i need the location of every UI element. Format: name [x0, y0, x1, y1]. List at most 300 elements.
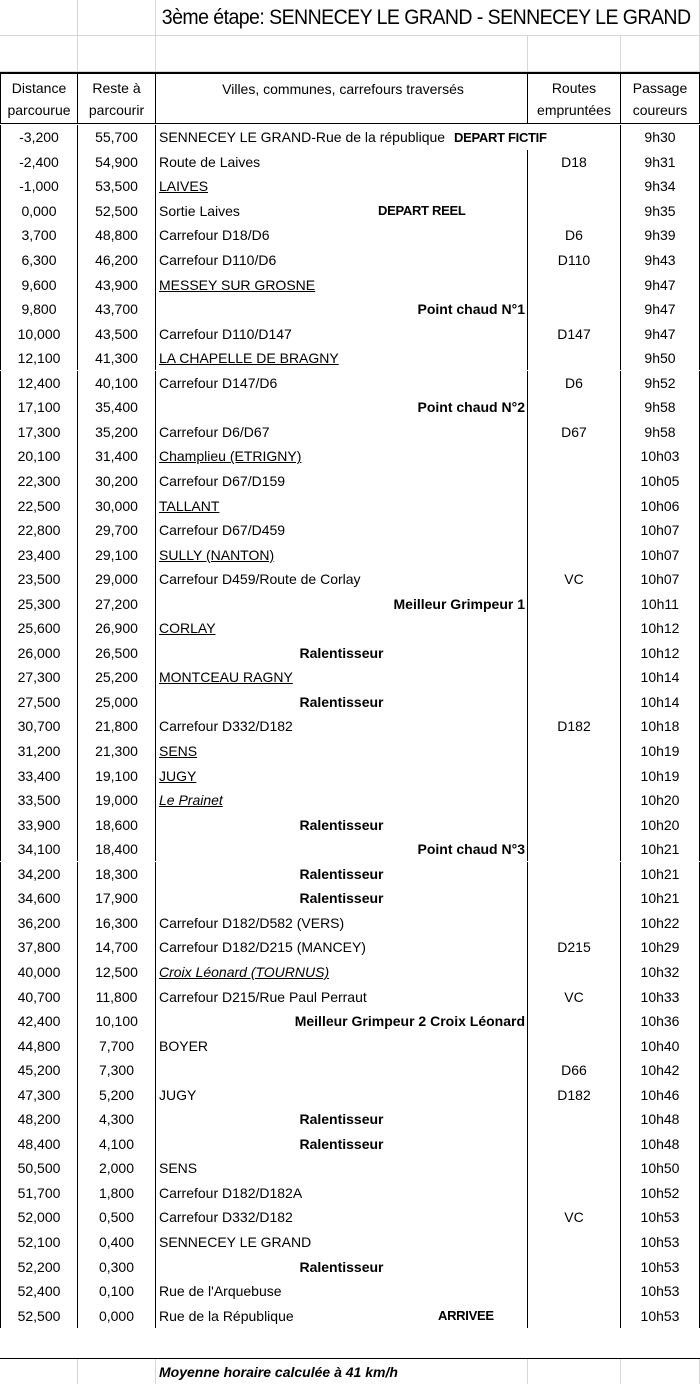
place-cell[interactable]	[156, 1107, 528, 1132]
time-cell[interactable]	[621, 125, 700, 150]
distance-cell[interactable]	[0, 641, 78, 666]
reste-cell[interactable]	[78, 150, 156, 175]
distance-cell[interactable]	[0, 1009, 78, 1034]
distance-cell[interactable]	[0, 812, 78, 837]
reste-cell[interactable]	[78, 125, 156, 150]
place-cell[interactable]	[156, 567, 528, 592]
time-cell[interactable]	[621, 935, 700, 960]
reste-cell[interactable]	[78, 248, 156, 273]
distance-cell[interactable]	[0, 1058, 78, 1083]
distance-cell[interactable]	[0, 248, 78, 273]
time-cell-value: 10h48	[640, 1135, 680, 1152]
reste-cell[interactable]	[78, 321, 156, 346]
time-cell[interactable]	[621, 248, 700, 273]
reste-cell[interactable]	[78, 886, 156, 911]
reste-cell[interactable]	[78, 911, 156, 936]
route-cell[interactable]	[528, 690, 621, 715]
time-cell[interactable]	[621, 518, 700, 543]
route-cell-value: D6	[565, 227, 583, 244]
place-cell[interactable]	[156, 1303, 528, 1328]
footer-cell[interactable]	[156, 1359, 528, 1384]
place-cell[interactable]	[156, 444, 528, 469]
reste-cell[interactable]	[78, 444, 156, 469]
reste-cell[interactable]	[78, 1107, 156, 1132]
place-cell[interactable]	[156, 984, 528, 1009]
route-cell[interactable]	[528, 199, 621, 224]
cell[interactable]	[0, 36, 78, 72]
table-row	[0, 469, 700, 494]
place-cell[interactable]	[156, 886, 528, 911]
distance-cell[interactable]	[0, 1279, 78, 1304]
time-cell[interactable]	[621, 420, 700, 445]
route-cell[interactable]	[528, 665, 621, 690]
place-name: Carrefour D215/Rue Paul Perraut	[159, 988, 367, 1005]
reste-cell[interactable]	[78, 272, 156, 297]
route-cell[interactable]	[528, 272, 621, 297]
time-cell[interactable]	[621, 567, 700, 592]
time-cell[interactable]	[621, 690, 700, 715]
table-row	[0, 444, 700, 469]
route-cell[interactable]	[528, 371, 621, 396]
reste-cell[interactable]	[78, 1009, 156, 1034]
place-cell[interactable]	[156, 223, 528, 248]
route-cell-value: D67	[561, 423, 587, 440]
reste-cell[interactable]	[78, 1181, 156, 1206]
title-cell[interactable]	[156, 0, 700, 36]
header-distance[interactable]	[0, 74, 78, 123]
time-cell[interactable]	[621, 542, 700, 567]
reste-cell[interactable]	[78, 567, 156, 592]
cell[interactable]	[156, 36, 528, 72]
time-cell[interactable]	[621, 321, 700, 346]
time-cell[interactable]	[621, 1132, 700, 1157]
route-cell[interactable]	[528, 591, 621, 616]
place-name: Carrefour D147/D6	[159, 374, 278, 391]
route-cell[interactable]	[528, 542, 621, 567]
time-cell[interactable]	[621, 960, 700, 985]
place-name: Carrefour D110/D147	[159, 325, 292, 342]
reste-cell[interactable]	[78, 1254, 156, 1279]
time-cell[interactable]	[621, 174, 700, 199]
place-cell[interactable]	[156, 395, 528, 420]
distance-cell[interactable]	[0, 788, 78, 813]
cell[interactable]	[78, 0, 156, 36]
place-cell[interactable]	[156, 1205, 528, 1230]
place-cell[interactable]	[156, 1279, 528, 1304]
place-name: Meilleur Grimpeur 1	[393, 595, 525, 612]
reste-cell[interactable]	[78, 763, 156, 788]
distance-cell[interactable]	[0, 1181, 78, 1206]
place-cell[interactable]	[156, 690, 528, 715]
time-cell[interactable]	[621, 1107, 700, 1132]
place-cell[interactable]	[156, 641, 528, 666]
place-cell[interactable]	[156, 812, 528, 837]
distance-cell[interactable]	[0, 886, 78, 911]
route-cell[interactable]	[528, 763, 621, 788]
place-cell[interactable]	[156, 150, 528, 175]
distance-cell[interactable]	[0, 272, 78, 297]
reste-cell[interactable]	[78, 1230, 156, 1255]
time-cell[interactable]	[621, 911, 700, 936]
route-cell[interactable]	[528, 174, 621, 199]
place-name: SENS	[159, 1160, 198, 1177]
route-cell[interactable]	[528, 469, 621, 494]
place-cell[interactable]	[156, 174, 528, 199]
reste-cell[interactable]	[78, 960, 156, 985]
route-cell[interactable]	[528, 1254, 621, 1279]
distance-cell[interactable]	[0, 321, 78, 346]
time-cell[interactable]	[621, 837, 700, 862]
time-cell[interactable]	[621, 1181, 700, 1206]
distance-cell[interactable]	[0, 935, 78, 960]
reste-cell[interactable]	[78, 665, 156, 690]
reste-cell[interactable]	[78, 739, 156, 764]
place-cell[interactable]	[156, 763, 528, 788]
reste-cell[interactable]	[78, 174, 156, 199]
table-row	[0, 690, 700, 715]
reste-cell[interactable]	[78, 199, 156, 224]
distance-cell-value: 50,500	[17, 1160, 61, 1177]
place-cell[interactable]	[156, 591, 528, 616]
place-cell[interactable]	[156, 714, 528, 739]
reste-cell[interactable]	[78, 591, 156, 616]
distance-cell[interactable]	[0, 125, 78, 150]
route-cell[interactable]	[528, 493, 621, 518]
place-cell[interactable]	[156, 1156, 528, 1181]
table-row	[0, 1132, 700, 1157]
reste-cell[interactable]	[78, 984, 156, 1009]
distance-cell[interactable]	[0, 739, 78, 764]
header-reste[interactable]	[78, 74, 156, 123]
time-cell[interactable]	[621, 1156, 700, 1181]
time-cell[interactable]	[621, 1009, 700, 1034]
reste-cell[interactable]	[78, 1033, 156, 1058]
place-cell[interactable]	[156, 1181, 528, 1206]
route-cell[interactable]	[528, 1156, 621, 1181]
route-cell[interactable]	[528, 1009, 621, 1034]
distance-cell[interactable]	[0, 542, 78, 567]
place-cell[interactable]	[156, 788, 528, 813]
route-cell[interactable]	[528, 223, 621, 248]
distance-cell[interactable]	[0, 1132, 78, 1157]
distance-cell-value: 10,000	[17, 325, 61, 342]
route-cell[interactable]	[528, 812, 621, 837]
place-cell[interactable]	[156, 739, 528, 764]
cell[interactable]	[528, 1359, 621, 1384]
place-name: Carrefour D182/D215 (MANCEY)	[159, 939, 366, 956]
reste-cell[interactable]	[78, 812, 156, 837]
place-cell[interactable]	[156, 321, 528, 346]
distance-cell-value: 9,800	[21, 301, 57, 318]
reste-cell[interactable]	[78, 420, 156, 445]
reste-cell[interactable]	[78, 1132, 156, 1157]
distance-cell[interactable]	[0, 1303, 78, 1328]
place-cell[interactable]	[156, 1082, 528, 1107]
reste-cell[interactable]	[78, 616, 156, 641]
header-routes-line1: Routes	[551, 79, 597, 96]
place-cell[interactable]	[156, 371, 528, 396]
time-cell[interactable]	[621, 1033, 700, 1058]
reste-cell[interactable]	[78, 469, 156, 494]
distance-cell[interactable]	[0, 346, 78, 371]
reste-cell[interactable]	[78, 837, 156, 862]
distance-cell-value: 42,400	[17, 1013, 61, 1030]
reste-cell[interactable]	[78, 690, 156, 715]
reste-cell[interactable]	[78, 641, 156, 666]
reste-cell[interactable]	[78, 714, 156, 739]
place-cell[interactable]	[156, 1132, 528, 1157]
route-cell[interactable]	[528, 1058, 621, 1083]
place-name: Ralentisseur	[299, 1135, 384, 1152]
place-cell[interactable]	[156, 1033, 528, 1058]
distance-cell[interactable]	[0, 837, 78, 862]
reste-cell[interactable]	[78, 788, 156, 813]
distance-cell[interactable]	[0, 444, 78, 469]
header-villes[interactable]	[156, 74, 528, 123]
place-cell[interactable]	[156, 837, 528, 862]
table-row	[0, 1230, 700, 1255]
cell[interactable]	[78, 36, 156, 72]
time-cell[interactable]	[621, 641, 700, 666]
route-cell[interactable]	[528, 935, 621, 960]
distance-cell[interactable]	[0, 665, 78, 690]
place-cell[interactable]	[156, 518, 528, 543]
distance-cell[interactable]	[0, 150, 78, 175]
time-cell[interactable]	[621, 199, 700, 224]
distance-cell[interactable]	[0, 591, 78, 616]
distance-cell[interactable]	[0, 199, 78, 224]
route-cell[interactable]	[528, 837, 621, 862]
time-cell[interactable]	[621, 984, 700, 1009]
distance-cell[interactable]	[0, 616, 78, 641]
time-cell[interactable]	[621, 714, 700, 739]
place-cell[interactable]	[156, 1058, 528, 1083]
reste-cell[interactable]	[78, 1205, 156, 1230]
distance-cell[interactable]	[0, 862, 78, 887]
time-cell[interactable]	[621, 223, 700, 248]
place-cell[interactable]	[156, 199, 528, 224]
time-cell[interactable]	[621, 616, 700, 641]
distance-cell-value: 34,200	[17, 865, 61, 882]
place-cell[interactable]	[156, 125, 547, 150]
place-cell[interactable]	[156, 493, 528, 518]
distance-cell[interactable]	[0, 763, 78, 788]
reste-cell-value: 1,800	[98, 1184, 135, 1201]
reste-cell[interactable]	[78, 1156, 156, 1181]
time-cell[interactable]	[621, 665, 700, 690]
time-cell[interactable]	[621, 1254, 700, 1279]
header-passage[interactable]	[621, 74, 700, 123]
time-cell[interactable]	[621, 591, 700, 616]
route-cell[interactable]	[528, 886, 621, 911]
distance-cell[interactable]	[0, 420, 78, 445]
route-cell[interactable]	[528, 788, 621, 813]
place-cell[interactable]	[156, 248, 528, 273]
reste-cell[interactable]	[78, 346, 156, 371]
distance-cell-value: 52,500	[17, 1307, 61, 1324]
time-cell[interactable]	[621, 1303, 700, 1328]
route-cell[interactable]	[528, 321, 621, 346]
reste-cell-value: 55,700	[95, 129, 138, 146]
place-cell[interactable]	[156, 665, 528, 690]
distance-cell[interactable]	[0, 518, 78, 543]
time-cell[interactable]	[621, 371, 700, 396]
reste-cell-value: 43,700	[95, 301, 138, 318]
distance-cell[interactable]	[0, 1082, 78, 1107]
time-cell[interactable]	[621, 1205, 700, 1230]
route-cell[interactable]	[528, 1082, 621, 1107]
cell[interactable]	[528, 36, 621, 72]
reste-cell[interactable]	[78, 1058, 156, 1083]
reste-cell[interactable]	[78, 395, 156, 420]
route-cell[interactable]	[528, 714, 621, 739]
route-cell[interactable]	[528, 862, 621, 887]
time-cell[interactable]	[621, 469, 700, 494]
reste-cell[interactable]	[78, 297, 156, 322]
place-cell[interactable]	[156, 616, 528, 641]
route-cell[interactable]	[528, 1205, 621, 1230]
route-cell[interactable]	[528, 960, 621, 985]
place-cell[interactable]	[156, 272, 528, 297]
distance-cell[interactable]	[0, 395, 78, 420]
reste-cell-value: 0,100	[98, 1283, 135, 1300]
route-cell[interactable]	[528, 641, 621, 666]
place-cell[interactable]	[156, 1254, 528, 1279]
reste-cell-value: 54,900	[95, 153, 138, 170]
route-cell[interactable]	[528, 248, 621, 273]
distance-cell[interactable]	[0, 984, 78, 1009]
distance-cell[interactable]	[0, 1230, 78, 1255]
distance-cell[interactable]	[0, 960, 78, 985]
time-cell[interactable]	[621, 150, 700, 175]
reste-cell[interactable]	[78, 1303, 156, 1328]
place-cell[interactable]	[156, 297, 528, 322]
route-cell[interactable]	[528, 1230, 621, 1255]
distance-cell[interactable]	[0, 1156, 78, 1181]
route-cell[interactable]	[528, 518, 621, 543]
distance-cell-value: 27,500	[17, 693, 61, 710]
cell[interactable]	[621, 36, 700, 72]
route-cell[interactable]	[528, 739, 621, 764]
reste-cell[interactable]	[78, 518, 156, 543]
distance-cell[interactable]	[0, 1205, 78, 1230]
time-cell[interactable]	[621, 272, 700, 297]
reste-cell[interactable]	[78, 493, 156, 518]
cell[interactable]	[621, 1359, 700, 1384]
route-cell[interactable]	[528, 1181, 621, 1206]
reste-cell[interactable]	[78, 371, 156, 396]
time-cell-value: 10h53	[640, 1258, 680, 1275]
route-cell[interactable]	[528, 395, 621, 420]
table-row	[0, 493, 700, 518]
route-cell[interactable]	[528, 346, 621, 371]
route-cell[interactable]	[528, 567, 621, 592]
route-cell[interactable]	[528, 984, 621, 1009]
reste-cell[interactable]	[78, 862, 156, 887]
distance-cell[interactable]	[0, 371, 78, 396]
time-cell[interactable]	[621, 1082, 700, 1107]
cell[interactable]	[0, 0, 78, 36]
time-cell[interactable]	[621, 1230, 700, 1255]
route-cell[interactable]	[528, 1132, 621, 1157]
place-cell[interactable]	[156, 911, 528, 936]
distance-cell[interactable]	[0, 911, 78, 936]
time-cell[interactable]	[621, 763, 700, 788]
reste-cell[interactable]	[78, 542, 156, 567]
route-cell[interactable]	[528, 1107, 621, 1132]
reste-cell[interactable]	[78, 935, 156, 960]
distance-cell[interactable]	[0, 1107, 78, 1132]
header-routes[interactable]	[528, 74, 621, 123]
time-cell[interactable]	[621, 297, 700, 322]
place-cell[interactable]	[156, 542, 528, 567]
table-row	[0, 518, 700, 543]
place-cell[interactable]	[156, 346, 528, 371]
route-cell[interactable]	[528, 150, 621, 175]
time-cell[interactable]	[621, 444, 700, 469]
cell[interactable]	[0, 1359, 78, 1384]
distance-cell[interactable]	[0, 174, 78, 199]
time-cell[interactable]	[621, 788, 700, 813]
time-cell[interactable]	[621, 1279, 700, 1304]
distance-cell[interactable]	[0, 714, 78, 739]
place-cell[interactable]	[156, 862, 528, 887]
place-cell[interactable]	[156, 420, 528, 445]
route-cell[interactable]	[528, 420, 621, 445]
route-cell[interactable]	[528, 297, 621, 322]
place-cell[interactable]	[156, 469, 528, 494]
time-cell[interactable]	[621, 812, 700, 837]
reste-cell[interactable]	[78, 1082, 156, 1107]
time-cell[interactable]	[621, 1058, 700, 1083]
time-cell-value: 10h29	[640, 939, 680, 956]
time-cell-value: 9h43	[644, 252, 676, 269]
reste-cell[interactable]	[78, 1279, 156, 1304]
route-cell[interactable]	[528, 1279, 621, 1304]
time-cell[interactable]	[621, 346, 700, 371]
route-cell[interactable]	[528, 1033, 621, 1058]
place-name: SULLY (NANTON)	[159, 546, 275, 563]
reste-cell-value: 4,100	[98, 1135, 135, 1152]
time-cell-value: 9h35	[644, 202, 676, 219]
distance-cell[interactable]	[0, 690, 78, 715]
distance-cell[interactable]	[0, 1033, 78, 1058]
time-cell[interactable]	[621, 862, 700, 887]
place-cell[interactable]	[156, 960, 528, 985]
route-cell[interactable]	[528, 616, 621, 641]
reste-cell[interactable]	[78, 223, 156, 248]
distance-cell[interactable]	[0, 223, 78, 248]
distance-cell[interactable]	[0, 493, 78, 518]
distance-cell[interactable]	[0, 567, 78, 592]
place-cell[interactable]	[156, 1230, 528, 1255]
place-cell[interactable]	[156, 935, 528, 960]
route-cell[interactable]	[528, 444, 621, 469]
distance-cell[interactable]	[0, 297, 78, 322]
time-cell[interactable]	[621, 886, 700, 911]
time-cell[interactable]	[621, 395, 700, 420]
cell[interactable]	[78, 1359, 156, 1384]
distance-cell-value: 40,000	[17, 963, 61, 980]
time-cell-value: 10h12	[640, 620, 680, 637]
route-cell[interactable]	[528, 1303, 621, 1328]
route-cell[interactable]	[528, 911, 621, 936]
distance-cell[interactable]	[0, 469, 78, 494]
distance-cell[interactable]	[0, 1254, 78, 1279]
place-cell[interactable]	[156, 1009, 528, 1034]
time-cell[interactable]	[621, 493, 700, 518]
time-cell[interactable]	[621, 739, 700, 764]
